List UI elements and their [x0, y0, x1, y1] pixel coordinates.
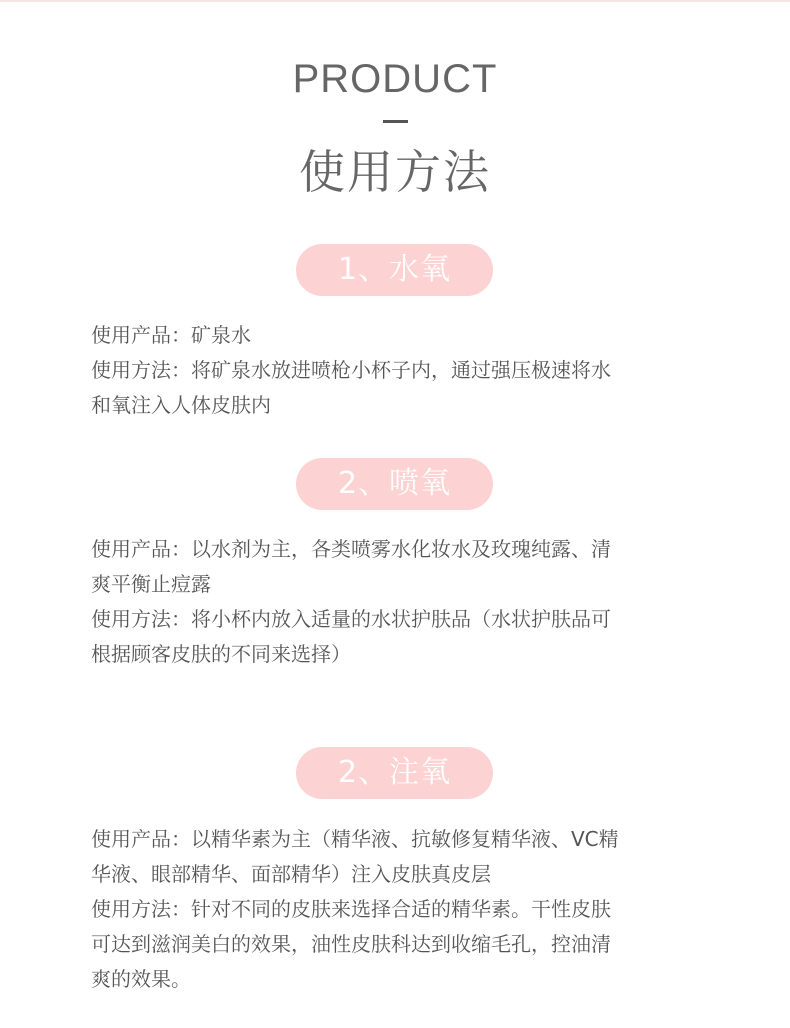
- text-line: 可达到滋润美白的效果，油性皮肤科达到收缩毛孔，控油清: [91, 932, 611, 956]
- text-line: 爽的效果。: [91, 967, 191, 991]
- section-label-inject-oxygen: 2、注氧: [296, 747, 493, 799]
- text-line: 使用方法：针对不同的皮肤来选择合适的精华素。干性皮肤: [91, 897, 611, 921]
- title-dash-divider: [383, 120, 408, 123]
- text-line: 使用方法：将小杯内放入适量的水状护肤品（水状护肤品可: [91, 607, 611, 631]
- text-line: 使用产品：以水剂为主，各类喷雾水化妆水及玫瑰纯露、清: [91, 537, 611, 561]
- top-divider: [0, 0, 790, 2]
- section-text-inject-oxygen: [91, 822, 701, 997]
- page-title-chinese: 使用方法: [299, 145, 491, 199]
- text-line: 根据顾客皮肤的不同来选择）: [91, 642, 351, 666]
- text-line: 和氧注入人体皮肤内: [91, 393, 271, 417]
- section-text-water-oxygen: [91, 318, 701, 423]
- page-title-english: PRODUCT: [292, 57, 498, 101]
- text-line: 爽平衡止痘露: [91, 572, 211, 596]
- text-line: 使用产品：矿泉水: [91, 323, 251, 347]
- section-label-water-oxygen: 1、水氧: [296, 244, 493, 296]
- section-label-spray-oxygen: 2、喷氧: [296, 458, 493, 510]
- text-line: 使用方法：将矿泉水放进喷枪小杯子内，通过强压极速将水: [91, 358, 611, 382]
- text-line: 使用产品：以精华素为主（精华液、抗敏修复精华液、VC精: [91, 827, 619, 851]
- section-text-spray-oxygen: [91, 532, 701, 672]
- text-line: 华液、眼部精华、面部精华）注入皮肤真皮层: [91, 862, 491, 886]
